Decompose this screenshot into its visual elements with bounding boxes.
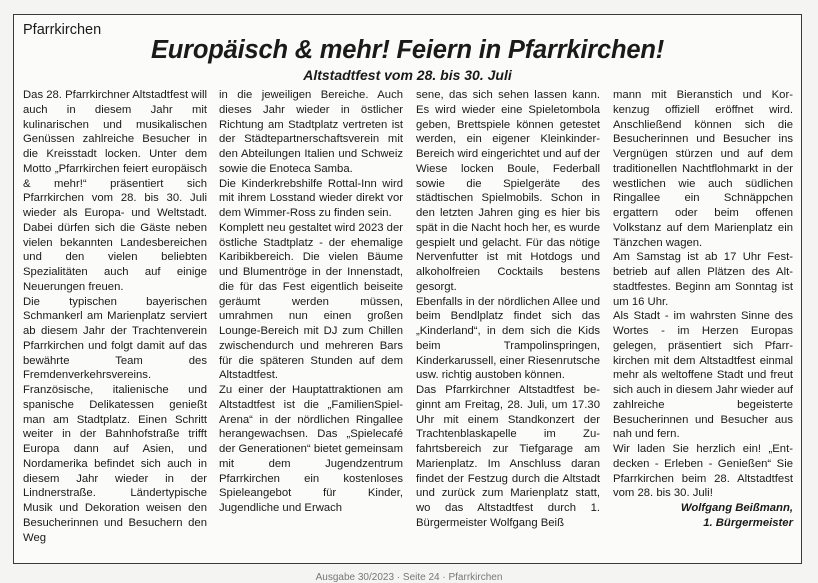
article-kicker: Pfarrkirchen — [23, 22, 102, 38]
article-frame — [13, 14, 802, 564]
paragraph: Ebenfalls in der nördlichen Allee und beim Bendlplatz findet sich das „Kinderland“, in dem sich die Kids beim Trampolinspringen, Kinderkarussell, einer Riesenrutsche usw. richtig austoben können. — [416, 295, 600, 382]
article-headline: Europäisch & mehr! Feiern in Pfarrkirchen! — [150, 36, 665, 64]
page-footer: Ausgabe 30/2023 · Seite 24 · Pfarrkirchen — [315, 572, 503, 583]
paragraph: Das Pfarrkirchner Altstadtfest beginnt am Freitag, 28. Juli, um 17.30 Uhr mit einem Standkonzert der Trachtenblaskapelle im Zufahrtsbereich zur Tiefgarage am Marienplatz. Im Anschluss daran findet der Festzug durch die Altstadt und zurück zum Marienplatz statt, wo das Altstadtfest durch 1. Bürgermeister Wolfgang Beiß — [416, 384, 600, 529]
paragraph: mann mit Bieranstich und Korkenzug offiziell eröffnet wird. Anschließend können sich die Besucherinnen und Besucher ins Vergnügen stürzen und auf dem traditionellen Nachtflohmarkt in der westlichen wie auch südlichen Ringallee ein Schnäppchen ergattern oder beim offenen Volkstanz auf dem Marienplatz ein Tänzchen wagen. — [613, 89, 793, 249]
paragraph: Als Stadt - im wahrsten Sinne des Wortes - im Herzen Europas gelegen, präsentiert sich Pfarrkirchen mit dem Altstadtfest einmal mehr als weltoffene Stadt und freut sich auch in diesem Jahr wieder auf zahlreiche begeisterte Besucherinnen und Besucher aus nah und fern. — [613, 310, 793, 441]
article-column-2 — [219, 88, 403, 516]
paragraph: Komplett neu gestaltet wird 2023 der östliche Stadtplatz - der ehemalige Karibikbereich. Die vielen Bäume und Blumentröge in der Innenstadt, die für das Fest eigentlich beiseite geräumt werden müssen, umrahmen nun einen großen Lounge-Bereich mit DJ zum Chillen zwischendurch und mehreren Bars für die späteren Stunden auf dem Altstadtfest. — [219, 221, 403, 382]
article-column-1 — [23, 88, 207, 545]
article-body — [23, 88, 793, 561]
paragraph: Das 28. Pfarrkirchner Altstadtfest will auch in diesem Jahr mit kulinarischen und musikalischen Genüssen zahlreiche Besucher in die Kreisstadt locken. Unter dem Motto „Pfarrkirchen feiert europäisch & mehr!“ präsentiert sich Pfarrkirchen vom 28. bis 30. Juli wieder als Europa- und Weltstadt. Dabei dürfen sich die Gäste neben vielen bekannten Landesbereichen und den vielen beliebten Spezialitäten auch auf einige Neuerungen freuen. — [23, 89, 207, 293]
paragraph: Zu einer der Hauptattraktionen am Altstadtfest ist die „FamilienSpiel-Arena“ in der nördlichen Ringallee herangewachsen. Das „Spielecafé der Generationen“ bietet gemeinsam mit dem Jugendzentrum Pfarrkirchen ein kostenloses Spieleangebot für Kinder, Jugendliche und Erwach — [219, 384, 403, 514]
paragraph: sene, das sich sehen lassen kann. Es wird wieder eine Spieletombola geben, Brettspiele können getestet werden, ein eigener Kleinkinder-Bereich wird eingerichtet und auf der Wiese locken Boule, Federball sowie die Spielgeräte des städtischen Spielmobils. Schon in den letzten Jahren ging es hier bis spät in die Nacht hoch her, es wurde gespielt und gelacht. Für das nötige Nervenfutter ist mit Hotdogs und alkoholfreien Cocktails bestens gesorgt. — [416, 89, 600, 293]
paragraph: Wir laden Sie herzlich ein! „Entdecken - Erleben - Genießen“ Sie Pfarrkirchen beim 28. Altstadtfest vom 28. bis 30. Juli! — [613, 443, 793, 500]
paragraph: Die typischen bayerischen Schmankerl am Marienplatz serviert ab diesem Jahr der Trachtenverein Pfarrkirchen und folgt damit auf das bewährte Team des Fremdenverkehrsvereins. Französische, italienische und spanische Delikatessen genießt man am Stadtplatz. Einen Schritt weiter in der Bahnhofstraße trifft Europa dann auf Asien, und Nordamerika befindet sich auch in diesem Jahr wieder in der Lindnerstraße. Ländertypische Musik und Dekoration weisen den Besucherinnen und Besuchern den Weg — [23, 295, 207, 544]
article-column-3 — [416, 88, 600, 531]
signature-name: Wolfgang Beißmann, — [680, 502, 793, 514]
signature-title: 1. Bürgermeister — [703, 516, 793, 529]
article-column-4 — [613, 88, 793, 531]
paragraph: Am Samstag ist ab 17 Uhr Festbetrieb auf allen Plätzen des Altstadtfestes. Beginn am Sonntag ist um 16 Uhr. — [613, 251, 793, 308]
paragraph: Die Kinderkrebshilfe Rottal-Inn wird mit ihrem Losstand wieder direkt vor dem Wimmer-Ross zu finden sein. — [219, 177, 403, 219]
paragraph: in die jeweiligen Bereiche. Auch dieses Jahr wieder in östlicher Richtung am Stadtplatz vertreten ist der Städtepartnerschaftsverein mit den Abteilungen Italien und Schweiz sowie die Enoteca Samba. — [219, 89, 403, 175]
article-subheadline: Altstadtfest vom 28. bis 30. Juli — [303, 67, 512, 83]
